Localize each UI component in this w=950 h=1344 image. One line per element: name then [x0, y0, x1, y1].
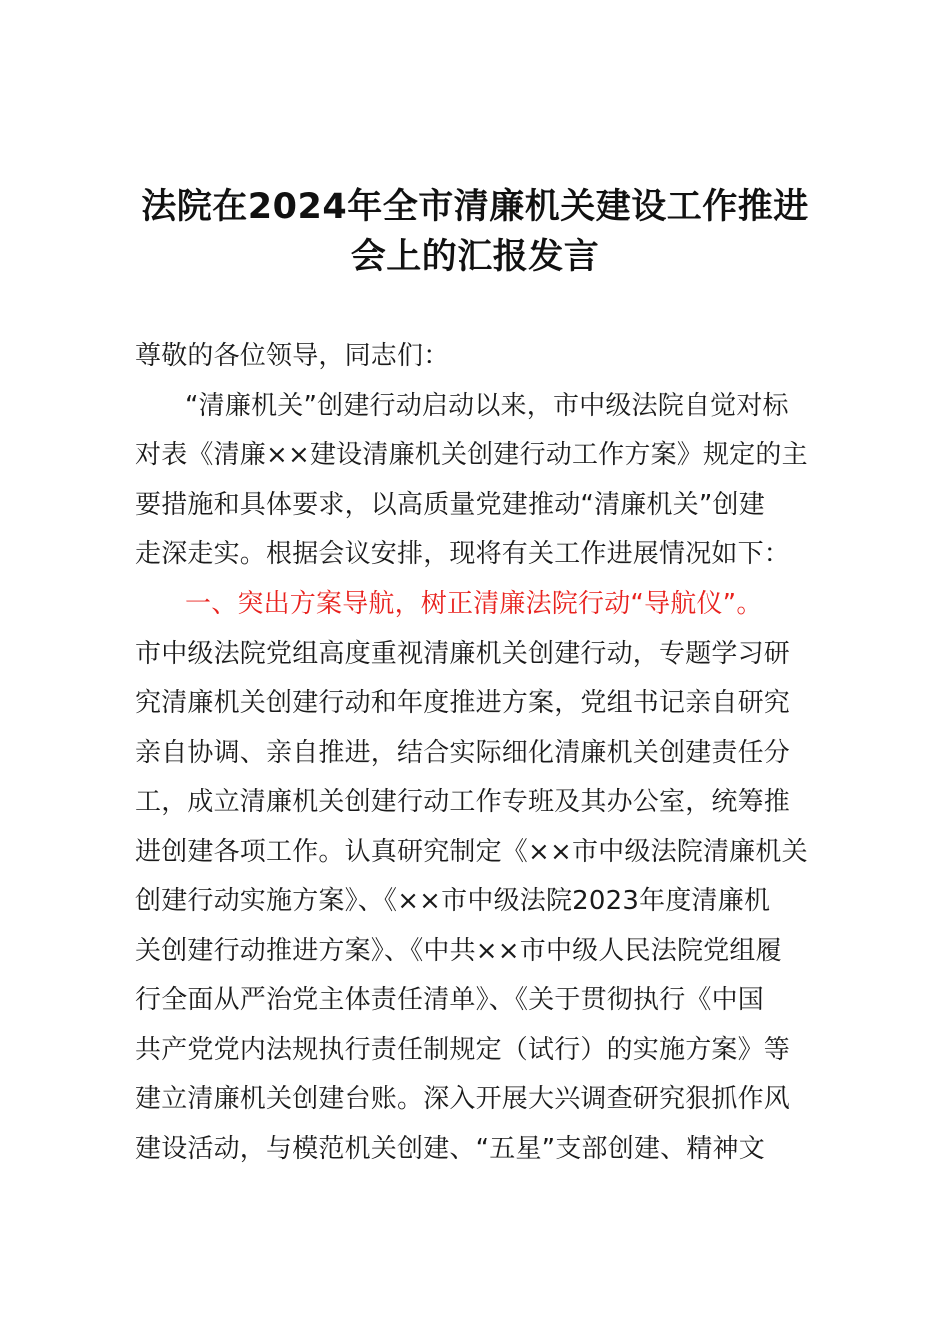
document-title-line-1: 法院在2024年全市清廉机关建设工作推进: [141, 187, 809, 227]
section-1-line: 工，成立清廉机关创建行动工作专班及其办公室，统筹推: [135, 787, 791, 817]
section-1-line: 行全面从严治党主体责任清单》、《关于贯彻执行《中国: [135, 985, 765, 1015]
document-title-line-2: 会上的汇报发言: [350, 237, 600, 277]
section-1-line: 进创建各项工作。认真研究制定《××市中级法院清廉机关: [135, 837, 808, 867]
section-1-line: 建立清廉机关创建台账。深入开展大兴调查研究狠抓作风: [135, 1084, 791, 1114]
section-1-line: 共产党党内法规执行责任制规定（试行）的实施方案》等: [135, 1035, 791, 1065]
section-1-line: 究清廉机关创建行动和年度推进方案，党组书记亲自研究: [135, 688, 791, 718]
section-1-heading: 一、突出方案导航，树正清廉法院行动“导航仪”。: [185, 589, 763, 619]
section-1-line: 创建行动实施方案》、《××市中级法院2023年度清廉机: [135, 886, 771, 916]
section-1-line: 市中级法院党组高度重视清廉机关创建行动，专题学习研: [135, 639, 791, 669]
salutation: 尊敬的各位领导，同志们：: [135, 341, 450, 371]
section-1-line: 亲自协调、亲自推进，结合实际细化清廉机关创建责任分: [135, 738, 791, 768]
intro-line: 走深走实。根据会议安排，现将有关工作进展情况如下：: [135, 539, 791, 569]
section-1-line: 关创建行动推进方案》、《中共××市中级人民法院党组履: [135, 936, 782, 966]
intro-line: 对表《清廉××建设清廉机关创建行动工作方案》规定的主: [135, 440, 808, 470]
section-1-line: 建设活动，与模范机关创建、“五星”支部创建、精神文: [135, 1134, 765, 1164]
intro-line: 要措施和具体要求，以高质量党建推动“清廉机关”创建: [135, 490, 765, 520]
intro-line: “清廉机关”创建行动启动以来，市中级法院自觉对标: [185, 391, 789, 421]
